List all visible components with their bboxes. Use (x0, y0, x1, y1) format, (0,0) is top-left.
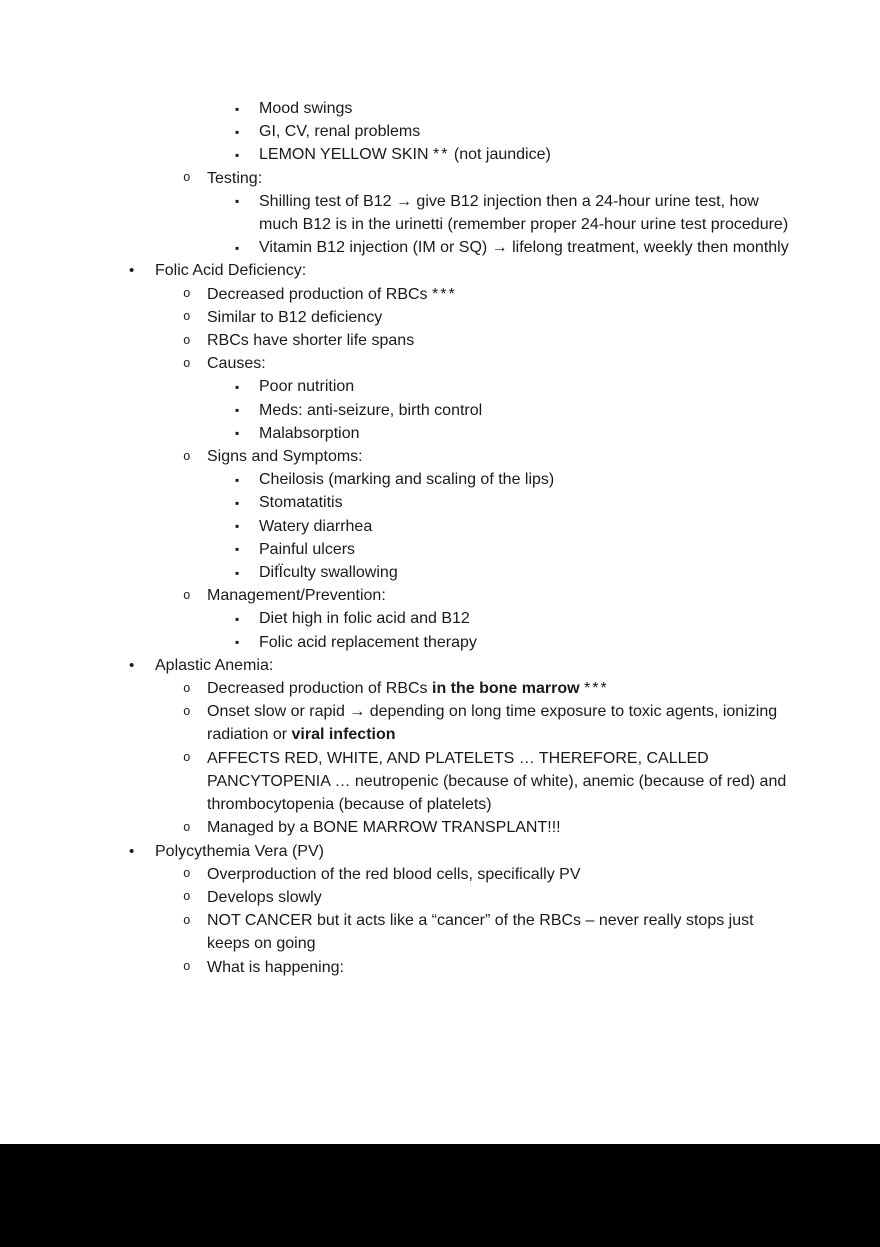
list-item (0, 700, 880, 746)
list-item-text: AFFECTS RED, WHITE, AND PLATELETS … THEREFORE, CALLED PANCYTOPENIA … neutropenic (because of white), anemic (because of red) and thrombocytopenia (because of platelets) (207, 749, 787, 814)
bullet-icon: ▪ (235, 635, 240, 650)
bottom-black-bar (0, 1144, 880, 1247)
list-item-text: Decreased production of RBCs *** (207, 285, 457, 303)
list-item (0, 120, 880, 143)
list-item-text: Polycythemia Vera (PV) (155, 842, 324, 860)
bullet-icon: o (183, 356, 191, 371)
bullet-icon: o (183, 449, 191, 464)
list-item (0, 956, 880, 979)
bullet-icon: ▪ (235, 147, 240, 162)
list-item (0, 259, 880, 282)
list-item (0, 816, 880, 839)
bullet-icon: o (183, 960, 191, 975)
bullet-icon: ▪ (235, 403, 240, 418)
bullet-icon: o (183, 820, 191, 835)
bullet-icon: ▪ (235, 495, 240, 510)
list-item (0, 561, 880, 584)
list-item (0, 515, 880, 538)
list-item (0, 840, 880, 863)
list-item-text: Causes: (207, 355, 266, 373)
list-item (0, 445, 880, 468)
list-item-text: Poor nutrition (259, 378, 355, 396)
bullet-icon: ▪ (235, 124, 240, 139)
list-item (0, 375, 880, 398)
list-item-text: Decreased production of RBCs in the bone marrow *** (207, 680, 609, 698)
list-item-text: Malabsorption (259, 424, 360, 442)
list-item-text: Stomatatitis (259, 494, 343, 512)
bullet-icon: ▪ (235, 101, 240, 116)
list-item (0, 747, 880, 817)
bullet-icon: o (183, 681, 191, 696)
bullet-icon: ▪ (235, 542, 240, 557)
list-item-text: Signs and Symptoms: (207, 448, 363, 466)
list-item (0, 584, 880, 607)
list-item-text: Folic acid replacement therapy (259, 633, 477, 651)
bullet-icon: o (183, 588, 191, 603)
bullet-icon: o (183, 287, 191, 302)
bullet-icon: ▪ (235, 194, 240, 209)
bullet-icon: ▪ (235, 565, 240, 580)
list-item-text: Managed by a BONE MARROW TRANSPLANT!!! (207, 819, 561, 837)
list-item-text: NOT CANCER but it acts like a “cancer” of the RBCs – never really stops just keeps on going (207, 912, 754, 953)
list-item-text: Diet high in folic acid and B12 (259, 610, 470, 628)
list-item-text: Similar to B12 deficiency (207, 308, 383, 326)
bullet-icon: ▪ (235, 472, 240, 487)
list-item-text: What is happening: (207, 958, 344, 976)
list-item (0, 399, 880, 422)
list-item-text: LEMON YELLOW SKIN ** (not jaundice) (259, 146, 551, 164)
bullet-icon: ▪ (235, 426, 240, 441)
list-item (0, 190, 880, 236)
list-item-text: Management/Prevention: (207, 587, 386, 605)
bullet-icon: • (129, 656, 135, 674)
bullet-icon: o (183, 890, 191, 905)
list-item (0, 167, 880, 190)
bullet-icon: o (183, 913, 191, 928)
list-item-text: Folic Acid Deficiency: (155, 262, 307, 280)
list-item-text: Watery diarrhea (259, 517, 373, 535)
list-item-text: Overproduction of the red blood cells, specifically PV (207, 865, 581, 883)
list-item (0, 236, 880, 259)
bullet-icon: o (183, 751, 191, 766)
list-item-text: GI, CV, renal problems (259, 123, 421, 141)
list-item-text: Cheilosis (marking and scaling of the lips) (259, 471, 555, 489)
list-item-text: Vitamin B12 injection (IM or SQ) → lifelong treatment, weekly then monthly (259, 239, 789, 257)
list-item-text: Painful ulcers (259, 540, 356, 558)
bullet-icon: • (129, 842, 135, 860)
list-item (0, 352, 880, 375)
list-item (0, 143, 880, 166)
document-body (0, 97, 880, 979)
list-item (0, 631, 880, 654)
bullet-icon: • (129, 262, 135, 280)
list-item (0, 607, 880, 630)
list-item (0, 329, 880, 352)
bullet-icon: ▪ (235, 240, 240, 255)
bullet-icon: o (183, 867, 191, 882)
bullet-icon: ▪ (235, 379, 240, 394)
list-item (0, 677, 880, 700)
list-item (0, 863, 880, 886)
list-item-text: Mood swings (259, 100, 353, 117)
list-item (0, 283, 880, 306)
list-item-text: Shilling test of B12 → give B12 injection then a 24-hour urine test, how much B12 is in the urinetti (remember proper 24-hour urine test procedure) (259, 192, 789, 234)
list-item (0, 97, 880, 120)
list-item-text: Meds: anti-seizure, birth control (259, 401, 483, 419)
list-item (0, 468, 880, 491)
list-item-text: RBCs have shorter life spans (207, 332, 415, 350)
bullet-icon: o (183, 333, 191, 348)
list-item (0, 909, 880, 955)
list-item (0, 306, 880, 329)
bullet-icon: o (183, 171, 191, 186)
list-item-text: Aplastic Anemia: (155, 656, 274, 674)
list-item (0, 886, 880, 909)
list-item (0, 538, 880, 561)
list-item (0, 491, 880, 514)
list-item-text: Testing: (207, 169, 263, 187)
list-item (0, 422, 880, 445)
list-item (0, 654, 880, 677)
bullet-icon: ▪ (235, 611, 240, 626)
list-item-text: Onset slow or rapid → depending on long time exposure to toxic agents, ionizing radiation or viral infection (207, 703, 778, 744)
list-item-text: DifÏculty swallowing (259, 564, 398, 582)
list-item-text: Develops slowly (207, 888, 322, 906)
bullet-icon: o (183, 310, 191, 325)
bullet-icon: o (183, 704, 191, 719)
bullet-icon: ▪ (235, 519, 240, 534)
